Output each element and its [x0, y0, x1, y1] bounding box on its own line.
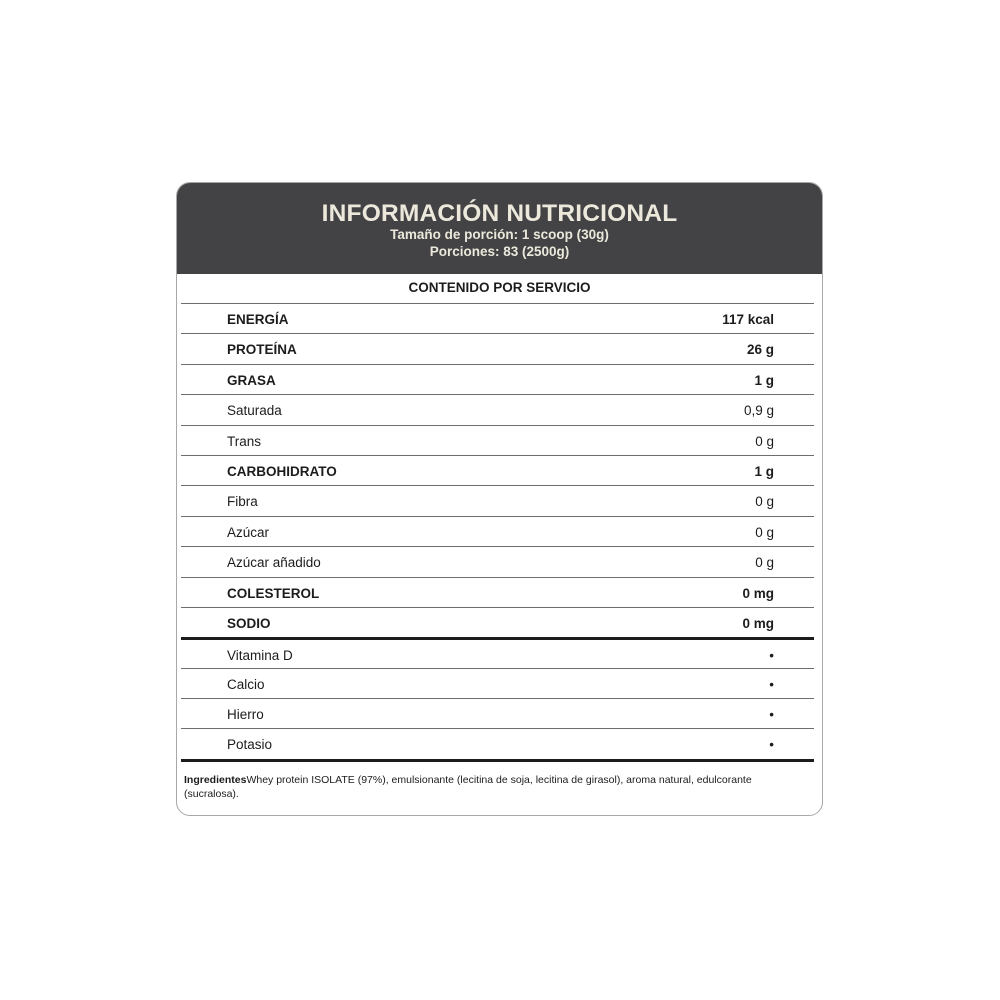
nutrient-row [181, 728, 814, 758]
nutrient-row [181, 516, 814, 546]
label-header [177, 183, 822, 274]
nutrient-name: Vitamina D [227, 648, 293, 664]
nutrient-name: Calcio [227, 676, 265, 692]
nutrition-label [176, 182, 823, 816]
nutrient-row [181, 668, 814, 698]
nutrient-value: • [769, 676, 774, 692]
nutrient-value: 0,9 g [743, 403, 774, 419]
nutrient-name: Fibra [227, 494, 258, 510]
nutrient-value: 1 g [754, 372, 774, 388]
ingredients-list: Whey protein ISOLATE (97%), emulsionante (lecitina de soja, lecitina de girasol), aroma natural, edulcorante (sucralosa). [184, 774, 752, 800]
nutrient-row [181, 485, 814, 515]
nutrient-name: Azúcar añadido [227, 555, 321, 571]
nutrient-row [181, 546, 814, 576]
servings-count: Porciones: 83 (2500g) [429, 244, 570, 259]
nutrient-row [181, 637, 814, 667]
nutrient-name: GRASA [227, 372, 276, 388]
nutrient-value: 26 g [746, 342, 774, 358]
nutrient-row [181, 698, 814, 728]
nutrient-value: 1 g [754, 463, 774, 479]
section-title: CONTENIDO POR SERVICIO [408, 280, 591, 295]
nutrient-value: 0 g [755, 433, 774, 449]
nutrient-value: 0 g [755, 524, 774, 540]
label-title: INFORMACIÓN NUTRICIONAL [321, 200, 678, 227]
nutrient-name: Hierro [227, 707, 264, 723]
nutrient-name: PROTEÍNA [227, 342, 297, 358]
nutrient-row [181, 577, 814, 607]
ingredients-label: Ingredientes [184, 774, 247, 786]
nutrient-name: Saturada [227, 403, 282, 419]
nutrient-name: SODIO [227, 615, 271, 631]
nutrient-name: Azúcar [227, 524, 270, 540]
nutrient-value: • [769, 737, 774, 753]
nutrient-value: 0 mg [742, 585, 774, 601]
serving-size: Tamaño de porción: 1 scoop (30g) [390, 227, 609, 242]
nutrient-row [181, 303, 814, 333]
nutrient-row [181, 394, 814, 424]
nutrient-name: Potasio [227, 737, 273, 753]
nutrient-row [181, 607, 814, 637]
nutrient-name: ENERGÍA [227, 312, 289, 327]
nutrient-name: CARBOHIDRATO [227, 463, 337, 479]
nutrient-value: 0 mg [742, 615, 774, 631]
nutrient-table [181, 303, 814, 762]
nutrient-name: Trans [227, 433, 262, 449]
nutrient-value: 117 kcal [722, 312, 774, 327]
nutrient-value: • [769, 707, 774, 723]
nutrient-row [181, 364, 814, 394]
nutrient-value: • [769, 648, 774, 664]
nutrient-row [181, 333, 814, 363]
ingredients-text [184, 773, 804, 801]
nutrient-value: 0 g [755, 494, 774, 510]
nutrient-value: 0 g [755, 555, 774, 571]
nutrient-name: COLESTEROL [227, 585, 320, 601]
table-bottom-divider [181, 759, 814, 762]
nutrient-row [181, 455, 814, 485]
nutrient-row [181, 425, 814, 455]
